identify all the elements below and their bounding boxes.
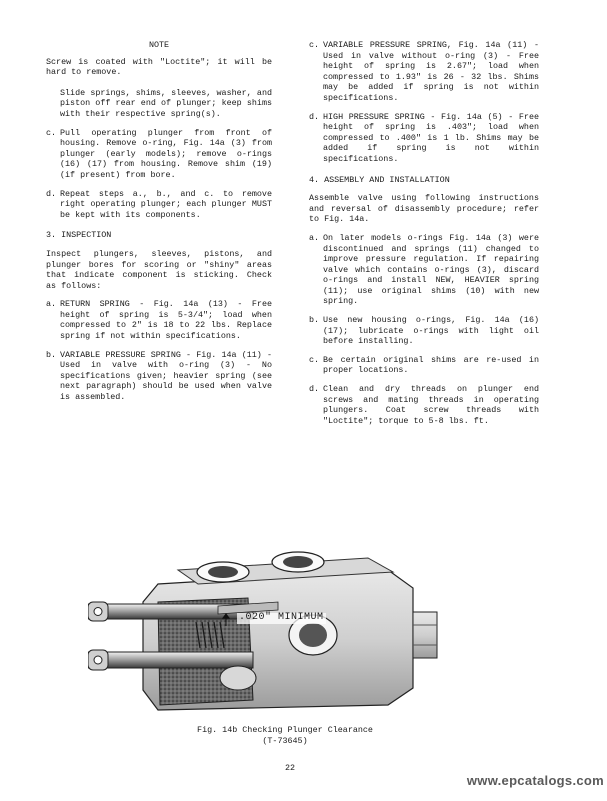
note-text: Screw is coated with "Loctite"; it will be hard to remove. bbox=[46, 56, 272, 78]
disassembly-step-c: c. Pull operating plunger from front of housing. Remove o-ring, Fig. 14a (3) from plunger (early models); remove o-rings (16) (17) from housing. Remove shim (19) (if present) from bore. bbox=[46, 127, 272, 180]
figure-caption-code: (T-73645) bbox=[262, 735, 308, 746]
assembly-heading: 4. ASSEMBLY AND INSTALLATION bbox=[309, 174, 450, 185]
assembly-step-b: b. Use new housing o-rings, Fig. 14a (16) (17); lubricate o-rings with light oil before installing. bbox=[309, 315, 539, 347]
inspection-intro: Inspect plungers, sleeves, pistons, and plunger bores for scoring or "shiny" areas that indicate component is sticking. Check as follows: bbox=[46, 248, 272, 291]
figure-caption bbox=[150, 725, 420, 746]
right-column bbox=[309, 40, 539, 426]
inspection-item-b: b. VARIABLE PRESSURE SPRING - Fig. 14a (11) - Used in valve with o-ring (3) - No specifications given; heavier spring (see next paragraph) should be used when valve is assembled. bbox=[46, 349, 272, 403]
dimension-label: .020" MINIMUM bbox=[239, 612, 324, 623]
note-title: NOTE bbox=[148, 40, 170, 50]
inspection-item-a: a. RETURN SPRING - Fig. 14a (13) - Free height of spring is 5-3/4"; load when compressed to 2" is 18 to 22 lbs. Replace spring if not within specifications. bbox=[46, 299, 272, 342]
assembly-intro: Assemble valve using following instructions and reversal of disassembly procedure; refer to Fig. 14a. bbox=[309, 193, 539, 225]
inspection-heading: 3. INSPECTION bbox=[46, 230, 112, 241]
page-number: 22 bbox=[284, 763, 296, 773]
inspection-item-d: d. HIGH PRESSURE SPRING - Fig. 14a (5) - Free height of spring is .403"; load when compressed to .400" is 1 lb. Shims may be added if spring is not within specifications. bbox=[309, 111, 539, 164]
valve-illustration bbox=[88, 540, 440, 718]
inspection-item-c: c. VARIABLE PRESSURE SPRING, Fig. 14a (11) - Used in valve without o-ring (3) - Free height of spring is 2.67"; load when compressed to 1.93" is 26 - 32 lbs. Shims may be added if spring is not within specifications. bbox=[309, 40, 539, 103]
assembly-step-d: d. Clean and dry threads on plunger end screws and mating threads in operating plungers. Coat screw threads with "Loctite"; torque to 5-8 lbs. ft. bbox=[309, 384, 539, 426]
figure-caption-title: Fig. 14b Checking Plunger Clearance bbox=[197, 725, 373, 735]
assembly-step-c: c. Be certain original shims are re-used in proper locations. bbox=[309, 354, 539, 376]
disassembly-paragraph: Slide springs, shims, sleeves, washer, and piston off rear end of plunger; keep shims with their respective spring(s). bbox=[60, 87, 272, 119]
assembly-step-a: a. On later models o-rings Fig. 14a (3) were discontinued and springs (11) changed to improve pressure regulation. If repairing valve which contains o-rings (3), discard o-rings and install NEW, HEAVIER spring (11); use original shims (10) with new spring. bbox=[309, 232, 539, 307]
left-column bbox=[46, 40, 272, 403]
disassembly-step-d: d. Repeat steps a., b., and c. to remove right operating plunger; each plunger MUST be kept with its components. bbox=[46, 188, 272, 220]
watermark: www.epcatalogs.com bbox=[466, 773, 604, 788]
